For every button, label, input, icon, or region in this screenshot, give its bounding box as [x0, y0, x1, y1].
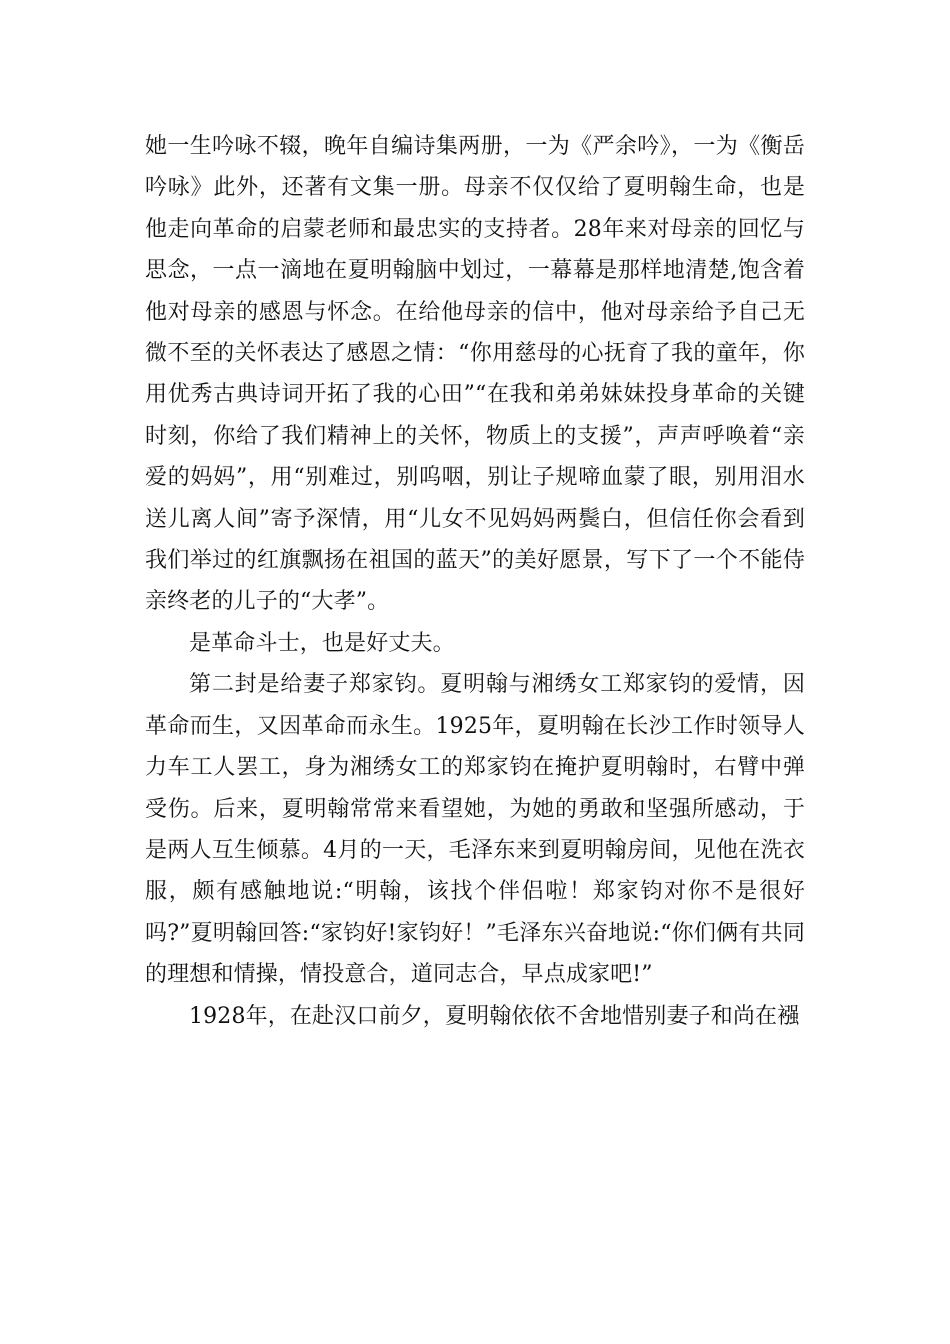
paragraph-subheading: 是革命斗士，也是好丈夫。 — [189, 630, 455, 656]
paragraph-wife-letter: 第二封是给妻子郑家钧。夏明翰与湘绣女工郑家钧的爱情，因革命而生，又因革命而永生。1925年，夏明翰在长沙工作时领导人力车工人罢工，身为湘绣女工的郑家钧在掩护夏明翰时，右臂中弹受伤。后来，夏明翰常常来看望她，为她的勇敢和坚强所感动，于是两人互生倾慕。4月的一天，毛泽东来到夏明翰房间，见他在洗衣服，颇有感触地说:“明翰，该找个伴侣啦！郑家钧对你不是很好吗?”夏明翰回答:“家钧好!家钧好！”毛泽东兴奋地说:“你们俩有共同的理想和情操，情投意合，道同志合，早点成家吧!” — [145, 672, 805, 988]
paragraph-1928: 1928年，在赴汉口前夕，夏明翰依依不舍地惜别妻子和尚在襁 — [189, 1003, 800, 1029]
body-text — [145, 126, 805, 1037]
paragraph-mother-letter: 她一生吟咏不辍，晚年自编诗集两册，一为《严余吟》，一为《衡岳吟咏》此外，还著有文集一册。母亲不仅仅给了夏明翰生命，也是他走向革命的启蒙老师和最忠实的支持者。28年来对母亲的回忆与思念，一点一滴地在夏明翰脑中划过，一幕幕是那样地清楚,饱含着他对母亲的感恩与怀念。在给他母亲的信中，他对母亲给予自己无微不至的关怀表达了感恩之情：“你用慈母的心抚育了我的童年，你用优秀古典诗词开拓了我的心田”“在我和弟弟妹妹投身革命的关键时刻，你给了我们精神上的关怀，物质上的支援”，声声呼唤着“亲爱的妈妈”，用“别难过，别呜咽，别让子规啼血蒙了眼，别用泪水送儿离人间”寄予深情，用“儿女不见妈妈两鬓白，但信任你会看到我们举过的红旗飘扬在祖国的蓝天”的美好愿景，写下了一个不能侍亲终老的儿子的“大孝”。 — [145, 134, 805, 615]
